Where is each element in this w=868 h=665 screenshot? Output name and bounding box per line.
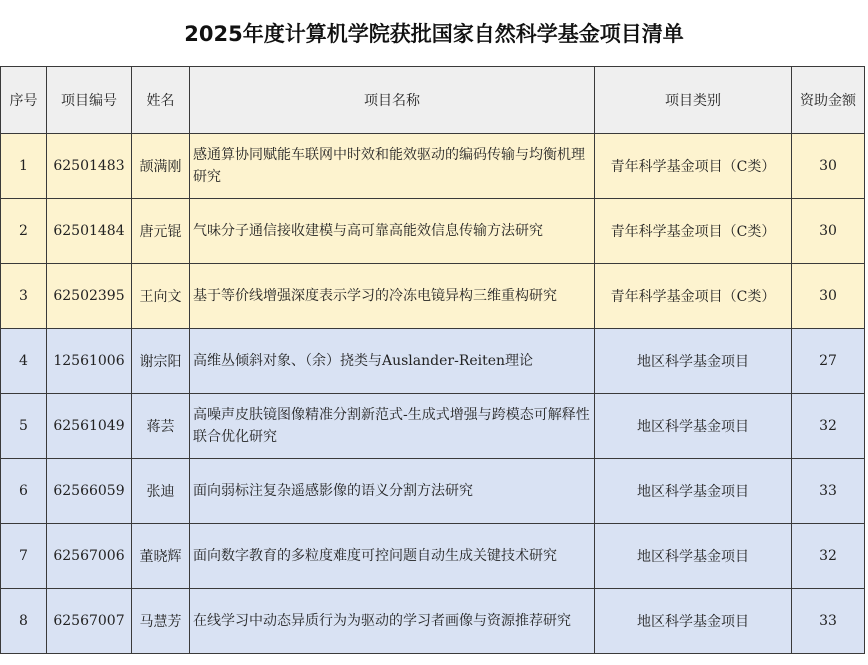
cell-code: 62566059 [47,459,132,524]
cell-seq: 4 [1,329,47,394]
cell-code: 62567006 [47,524,132,589]
cell-project: 面向弱标注复杂遥感影像的语义分割方法研究 [190,459,595,524]
table-row [1,589,865,654]
cell-amount: 33 [792,589,865,654]
table-row [1,199,865,264]
cell-project: 基于等价线增强深度表示学习的冷冻电镜异构三维重构研究 [190,264,595,329]
cell-project: 在线学习中动态异质行为为驱动的学习者画像与资源推荐研究 [190,589,595,654]
cell-amount: 30 [792,134,865,199]
column-header-amount: 资助金额 [792,67,865,134]
cell-category: 青年科学基金项目（C类） [595,199,792,264]
column-header-code: 项目编号 [47,67,132,134]
page-title: 2025年度计算机学院获批国家自然科学基金项目清单 [184,22,684,46]
cell-amount: 27 [792,329,865,394]
table-row [1,264,865,329]
cell-seq: 2 [1,199,47,264]
cell-project: 高维丛倾斜对象、（余）挠类与Auslander-Reiten理论 [190,329,595,394]
column-header-category: 项目类别 [595,67,792,134]
cell-name: 马慧芳 [132,589,190,654]
cell-category: 地区科学基金项目 [595,524,792,589]
column-header-seq: 序号 [1,67,47,134]
cell-code: 12561006 [47,329,132,394]
cell-seq: 8 [1,589,47,654]
cell-name: 唐元锟 [132,199,190,264]
cell-project: 面向数字教育的多粒度难度可控问题自动生成关键技术研究 [190,524,595,589]
column-header-project: 项目名称 [190,67,595,134]
cell-amount: 30 [792,199,865,264]
cell-name: 董晓辉 [132,524,190,589]
cell-seq: 5 [1,394,47,459]
cell-code: 62501484 [47,199,132,264]
table-row [1,524,865,589]
cell-seq: 7 [1,524,47,589]
cell-code: 62502395 [47,264,132,329]
table-row [1,134,865,199]
cell-category: 青年科学基金项目（C类） [595,264,792,329]
cell-project: 气味分子通信接收建模与高可靠高能效信息传输方法研究 [190,199,595,264]
cell-category: 地区科学基金项目 [595,329,792,394]
column-header-name: 姓名 [132,67,190,134]
table-row [1,394,865,459]
cell-amount: 32 [792,524,865,589]
cell-name: 张迪 [132,459,190,524]
cell-name: 谢宗阳 [132,329,190,394]
cell-category: 地区科学基金项目 [595,459,792,524]
cell-project: 感通算协同赋能车联网中时效和能效驱动的编码传输与均衡机理研究 [190,134,595,199]
cell-amount: 32 [792,394,865,459]
cell-seq: 3 [1,264,47,329]
table-row [1,459,865,524]
cell-project: 高噪声皮肤镜图像精准分割新范式-生成式增强与跨模态可解释性联合优化研究 [190,394,595,459]
project-table [0,66,865,654]
cell-code: 62561049 [47,394,132,459]
cell-name: 王向文 [132,264,190,329]
cell-seq: 1 [1,134,47,199]
cell-category: 地区科学基金项目 [595,394,792,459]
cell-category: 青年科学基金项目（C类） [595,134,792,199]
cell-category: 地区科学基金项目 [595,589,792,654]
cell-amount: 30 [792,264,865,329]
header-row [1,67,865,134]
cell-seq: 6 [1,459,47,524]
cell-code: 62501483 [47,134,132,199]
cell-name: 蒋芸 [132,394,190,459]
cell-amount: 33 [792,459,865,524]
table-row [1,329,865,394]
cell-code: 62567007 [47,589,132,654]
cell-name: 颉满刚 [132,134,190,199]
